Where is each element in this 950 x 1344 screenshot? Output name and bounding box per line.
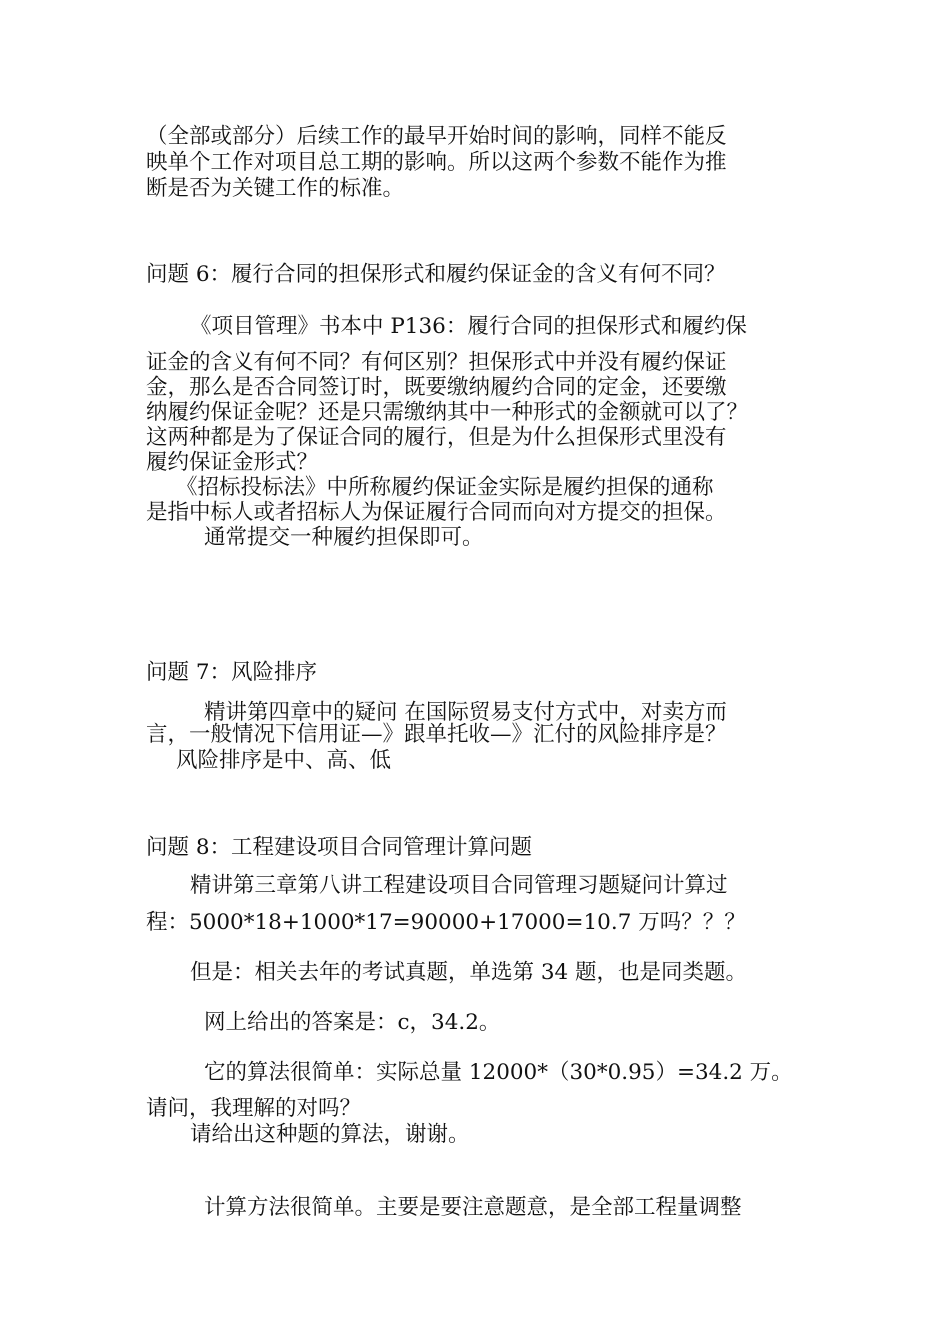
question-7-answer: 风险排序是中、高、低 [176,748,392,773]
question-6-answer: 《招标投标法》中所称履约保证金实际是履约担保的通称 [176,475,714,500]
question-8-text: 请给出这种题的算法，谢谢。 [190,1122,470,1147]
question-8-text: 但是：相关去年的考试真题，单选第 34 题，也是同类题。 [190,960,748,985]
question-6-text: 金，那么是否合同签订时，既要缴纳履约合同的定金，还要缴 [146,375,727,400]
question-8-text: 精讲第三章第八讲工程建设项目合同管理习题疑问计算过 [190,873,728,898]
question-8-heading: 问题 8：工程建设项目合同管理计算问题 [146,835,533,860]
question-6-answer: 通常提交一种履约担保即可。 [204,525,484,550]
question-6-heading: 问题 6：履行合同的担保形式和履约保证金的含义有何不同？ [146,262,726,287]
question-8-text: 程：5000*18+1000*17=90000+17000=10.7 万吗？？？ [146,910,746,935]
question-8-text: 计算方法很简单。主要是要注意题意，是全部工程量调整 [204,1195,742,1220]
question-8-text: 它的算法很简单：实际总量 12000*（30*0.95）=34.2 万。 [204,1060,793,1085]
question-6-text: 证金的含义有何不同？有何区别？担保形式中并没有履约保证 [146,350,727,375]
question-8-text: 网上给出的答案是：c，34.2。 [204,1010,501,1035]
question-6-text: 纳履约保证金呢？还是只需缴纳其中一种形式的金额就可以了？ [146,400,749,425]
question-8-text: 请问，我理解的对吗？ [146,1096,362,1121]
question-6-text: 这两种都是为了保证合同的履行，但是为什么担保形式里没有 [146,425,727,450]
question-6-text: 《项目管理》书本中 P136：履行合同的担保形式和履约保 [190,314,747,339]
question-7-text: 言，一般情况下信用证—》跟单托收—》汇付的风险排序是？ [146,722,727,747]
question-7-text: 精讲第四章中的疑问 在国际贸易支付方式中，对卖方而 [204,700,727,725]
paragraph-line: （全部或部分）后续工作的最早开始时间的影响，同样不能反 [146,124,727,149]
paragraph-line: 断是否为关键工作的标准。 [146,176,405,201]
question-6-text: 履约保证金形式？ [146,450,319,475]
question-6-answer: 是指中标人或者招标人为保证履行合同而向对方提交的担保。 [146,500,727,525]
question-7-heading: 问题 7：风险排序 [146,660,318,685]
paragraph-line: 映单个工作对项目总工期的影响。所以这两个参数不能作为推 [146,150,727,175]
